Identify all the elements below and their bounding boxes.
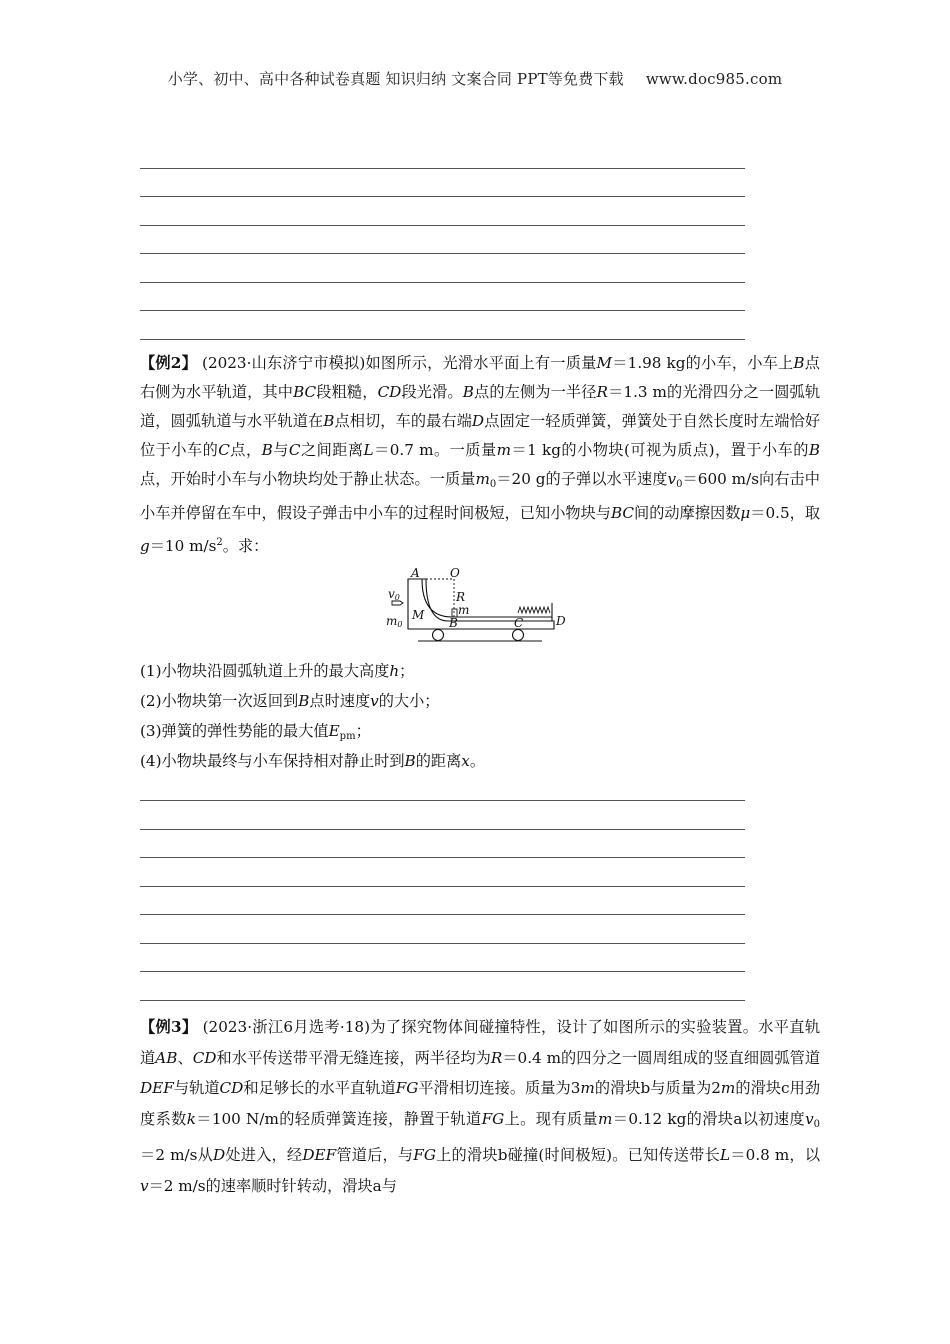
text: 管道后，与 — [336, 1146, 414, 1164]
answer-line — [140, 196, 745, 197]
subscript: 0 — [676, 479, 683, 490]
text: ； — [355, 722, 371, 740]
text: ＝600 m/s向右击中小车并停留在车中，假设子弹击中小车的过程时间极短，已知小物块与 — [140, 470, 820, 522]
wheel-right — [513, 630, 524, 641]
text: 为了探究物体间碰撞特性，设计了如图所示的实验装置。水平直轨道 — [140, 1018, 821, 1067]
var: v — [667, 470, 677, 488]
var: h — [389, 662, 400, 680]
var: FG — [395, 1079, 419, 1097]
text: 与 — [272, 441, 289, 459]
text: ＝10 m/s — [149, 537, 217, 555]
var: k — [186, 1109, 196, 1128]
answer-line — [140, 310, 745, 311]
text: 、 — [177, 1048, 193, 1067]
answer-line — [140, 943, 745, 944]
question-list — [140, 656, 820, 776]
var: B — [808, 441, 821, 459]
question-1 — [140, 656, 820, 686]
var: L — [719, 1146, 731, 1164]
var: m — [598, 1109, 613, 1128]
cart-body — [408, 579, 554, 629]
answer-line — [140, 1000, 745, 1001]
question-4 — [140, 746, 820, 776]
text: ＝2 m/s从 — [140, 1146, 213, 1164]
var: B — [462, 383, 474, 401]
text: ＝2 m/s的速率顺时针转动，滑块a与 — [148, 1176, 397, 1195]
question-3 — [140, 716, 820, 746]
text: (1)小物块沿圆弧轨道上升的最大高度 — [140, 662, 390, 680]
var: v — [140, 1176, 149, 1195]
text: ＝1 kg的小物块(可视为质点)，置于小车的 — [511, 441, 809, 459]
var: DEF — [302, 1146, 337, 1164]
label-o: O — [450, 566, 460, 580]
answer-line — [140, 971, 745, 972]
var: L — [363, 441, 374, 459]
var: C — [218, 441, 230, 459]
answer-line — [140, 339, 745, 340]
text: ＝1.3 m的光滑四分之一圆弧轨道，圆弧轨道与水平轨道在 — [140, 383, 821, 430]
var: BC — [610, 504, 635, 522]
text: ＝20 g的子弹以水平速度 — [496, 470, 668, 488]
answer-line — [140, 886, 745, 887]
text: 处进入，经 — [225, 1146, 303, 1164]
var: D — [212, 1146, 226, 1164]
text: (3)弹簧的弹性势能的最大值 — [140, 722, 329, 740]
var: CD — [192, 1048, 217, 1067]
header-site: www.doc985.com — [645, 70, 783, 88]
text: 和水平传送带平滑无缝连接，两半径均为 — [216, 1048, 491, 1067]
text: 段粗糙， — [316, 383, 378, 401]
text: 。 — [469, 752, 486, 770]
var: BC — [293, 383, 317, 401]
label-r: R — [456, 590, 466, 604]
cart-diagram — [382, 565, 572, 645]
var: m — [496, 441, 511, 459]
text: 平滑相切连接。质量为3 — [418, 1079, 581, 1097]
var: B — [261, 441, 273, 459]
text: 上的滑块b碰撞(时间极短)。已知传送带长 — [435, 1146, 720, 1164]
spring — [518, 607, 550, 613]
var: AB — [155, 1048, 178, 1067]
text: 段光滑。 — [401, 383, 463, 401]
text: 和足够长的水平直轨道 — [243, 1079, 396, 1097]
text: 点的左侧为一半径 — [473, 383, 597, 401]
text: 与轨道 — [173, 1079, 220, 1097]
label-b: B — [449, 616, 458, 630]
text: ； — [399, 662, 415, 680]
text: 点相切，车的最右端 — [334, 412, 472, 430]
text: 。求： — [222, 537, 269, 555]
text: ＝100 N/m的轻质弹簧连接，静置于轨道 — [195, 1109, 482, 1128]
text: 如图所示，光滑水平面上有一质量 — [365, 354, 597, 372]
var: R — [490, 1048, 503, 1067]
var: E — [328, 722, 340, 740]
var: v — [370, 692, 379, 710]
text: ＝0.12 kg的滑块a以初速度 — [612, 1109, 806, 1128]
var: m — [580, 1079, 595, 1097]
answer-line — [140, 282, 745, 283]
var: FG — [481, 1109, 505, 1128]
var: B — [404, 752, 416, 770]
answer-line — [140, 253, 745, 254]
subscript: 0 — [813, 1118, 821, 1130]
var: x — [461, 752, 470, 770]
answer-line — [140, 857, 745, 858]
text: 的距离 — [415, 752, 462, 770]
example-3-text — [140, 1012, 820, 1201]
var: B — [323, 412, 335, 430]
text: (2)小物块第一次返回到 — [140, 692, 299, 710]
label-M: M — [412, 608, 425, 622]
var: C — [288, 441, 301, 459]
text: ＝0.5，取 — [750, 504, 821, 522]
text: 间的动摩擦因数 — [634, 504, 741, 522]
text: ＝0.4 m的四分之一圆周组成的竖直细圆弧管道 — [502, 1048, 821, 1067]
text: ＝0.8 m，以 — [730, 1146, 821, 1164]
example-2-source: (2023·山东济宁市模拟) — [202, 354, 366, 372]
header-text: 小学、初中、高中各种试卷真题 知识归纳 文案合同 PPT等免费下载 — [167, 70, 624, 88]
wheel-left — [433, 630, 444, 641]
text: 的滑块b与质量为2 — [594, 1079, 721, 1097]
answer-line — [140, 800, 745, 801]
var: CD — [219, 1079, 244, 1097]
answer-line — [140, 829, 745, 830]
label-m0: m0 — [386, 614, 403, 629]
text: 之间距离 — [300, 441, 364, 459]
text: 点右侧为水平轨道，其中 — [140, 354, 820, 401]
text: 点固定一轻质弹簧，弹簧处于自然长度时左端恰好位于小车的 — [140, 412, 821, 459]
text: 的大小； — [378, 692, 440, 710]
subscript: 0 — [489, 479, 497, 490]
text: ＝1.98 kg的小车，小车上 — [612, 354, 794, 372]
text: (4)小物块最终与小车保持相对静止时到 — [140, 752, 405, 770]
page-header — [0, 68, 950, 89]
var: DEF — [140, 1079, 174, 1097]
answer-line — [140, 225, 745, 226]
text: 的滑块c用劲度系数 — [140, 1079, 821, 1128]
superscript: 2 — [216, 537, 223, 548]
var: R — [596, 383, 608, 401]
answer-line — [140, 168, 745, 169]
var: μ — [740, 504, 751, 522]
label-d: D — [556, 614, 566, 628]
text: 点，开始时小车与小物块均处于静止状态。一质量 — [140, 470, 476, 488]
label-m: m — [458, 603, 470, 617]
label-c: C — [514, 616, 524, 630]
question-2 — [140, 686, 820, 716]
example-3-source: (2023·浙江6月选考·18) — [202, 1018, 371, 1036]
subscript: pm — [339, 731, 356, 742]
var: D — [471, 412, 485, 430]
var: B — [793, 354, 805, 372]
var: m — [720, 1079, 736, 1097]
example-3-tag: 【例3】 — [140, 1018, 198, 1036]
label-v0: v0 — [388, 587, 400, 602]
var: FG — [413, 1146, 436, 1164]
var: m — [475, 470, 490, 488]
example-2-tag: 【例2】 — [140, 354, 197, 372]
var: M — [596, 354, 613, 372]
text: ＝0.7 m。一质量 — [373, 441, 497, 459]
example-2-text — [140, 349, 820, 561]
var: B — [298, 692, 310, 710]
var: v — [805, 1109, 814, 1128]
var: g — [140, 537, 150, 555]
var: CD — [377, 383, 402, 401]
answer-line — [140, 914, 745, 915]
label-a: A — [411, 566, 420, 580]
text: 上。现有质量 — [504, 1109, 598, 1128]
arc-track — [422, 579, 552, 617]
text: 点时速度 — [309, 692, 371, 710]
text: 点， — [229, 441, 262, 459]
